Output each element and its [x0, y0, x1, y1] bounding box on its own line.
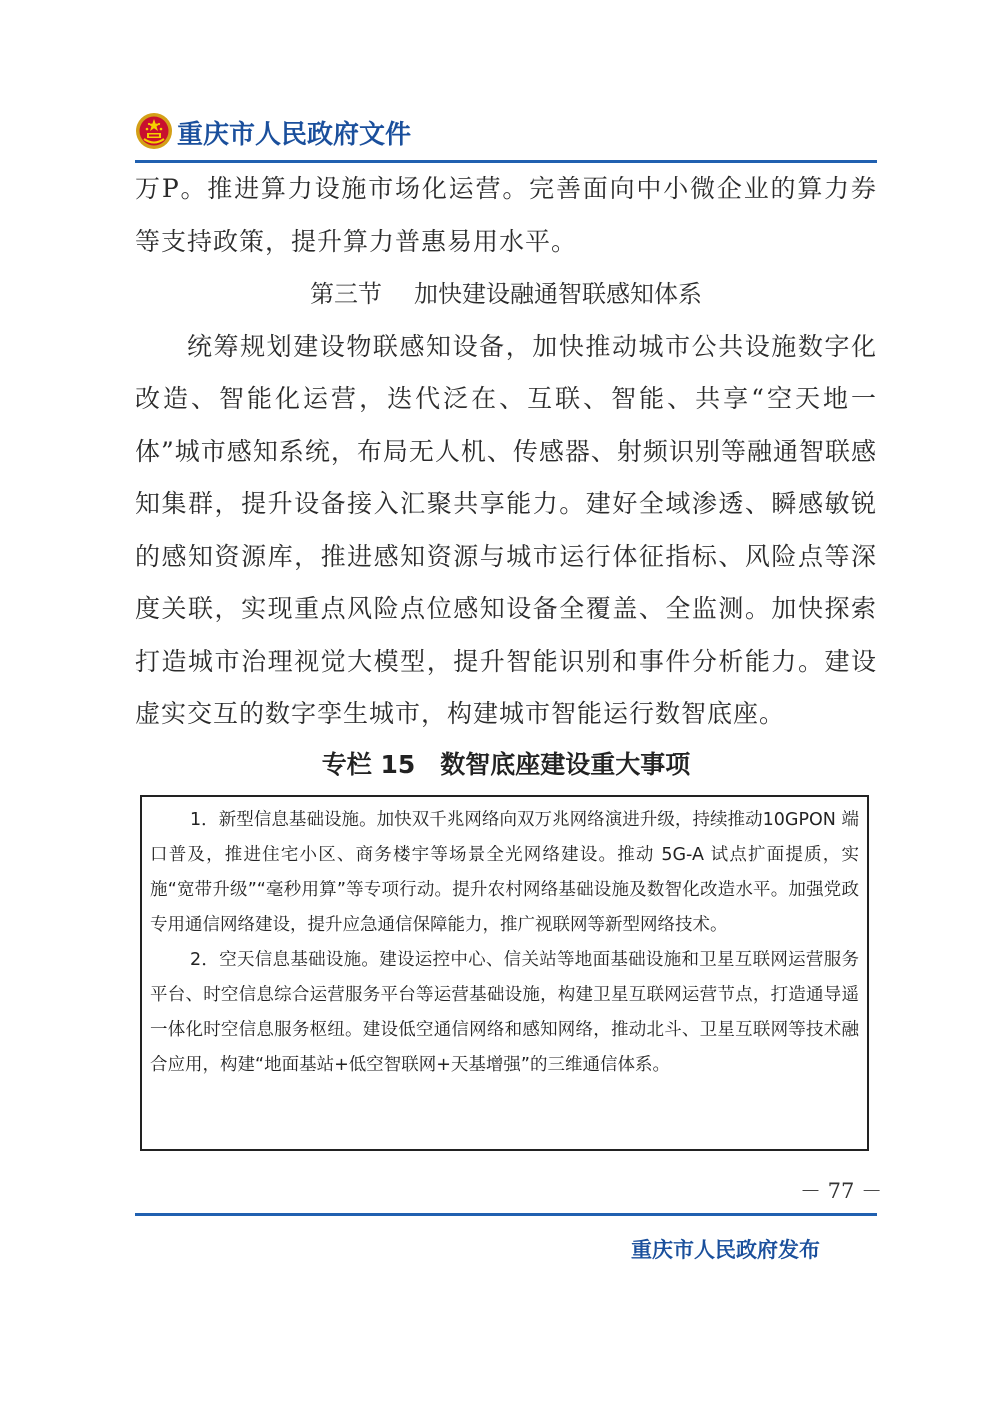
- page-number: － 77 －: [800, 1179, 883, 1203]
- section-title: 加快建设融通智联感知体系: [414, 280, 702, 308]
- column-item-1: 1．新型信息基础设施。加快双千兆网络向双万兆网络演进升级，持续推动10GPON 端口普及，推进住宅小区、商务楼宇等场景全光网络建设。推动 5G-A 试点扩面提质，实施“宽带升级”“毫秒用算”等专项行动。提升农村网络基础设施及数智化改造水平。加强党政专用通信网络建设，提升应急通信保障能力，推广视联网等新型网络技术。: [150, 810, 859, 935]
- section-number: 第三节: [310, 280, 382, 308]
- paragraph-main: 统筹规划建设物联感知设备，加快推动城市公共设施数字化改造、智能化运营，迭代泛在、互联、智能、共享“空天地一体”城市感知系统，布局无人机、传感器、射频识别等融通智联感知集群，提升设备接入汇聚共享能力。建好全域渗透、瞬感敏锐的感知资源库，推进感知资源与城市运行体征指标、风险点等深度关联，实现重点风险点位感知设备全覆盖、全监测。加快探索打造城市治理视觉大模型，提升智能识别和事件分析能力。建设虚实交互的数字孪生城市，构建城市智能运行数智底座。: [135, 331, 877, 728]
- column-item-2: 2．空天信息基础设施。建设运控中心、信关站等地面基础设施和卫星互联网运营服务平台、时空信息综合运营服务平台等运营基础设施，构建卫星互联网运营节点，打造通导遥一体化时空信息服务枢纽。建设低空通信网络和感知网络，推动北斗、卫星互联网等技术融合应用，构建“地面基站+低空智联网+天基增强”的三维通信体系。: [150, 950, 859, 1075]
- section-heading: [135, 268, 877, 321]
- document-body: [135, 163, 877, 741]
- column-title: 专栏 15 数智底座建设重大事项: [321, 750, 691, 779]
- footer-divider: [135, 1213, 877, 1216]
- national-emblem-icon: [135, 112, 173, 150]
- header-title: 重庆市人民政府文件: [177, 120, 412, 150]
- column-box: [140, 795, 869, 1151]
- footer-publisher: 重庆市人民政府发布: [631, 1238, 820, 1262]
- document-header: [135, 108, 877, 164]
- paragraph-continued: 万P。推进算力设施市场化运营。完善面向中小微企业的算力券等支持政策，提升算力普惠易用水平。: [135, 174, 877, 256]
